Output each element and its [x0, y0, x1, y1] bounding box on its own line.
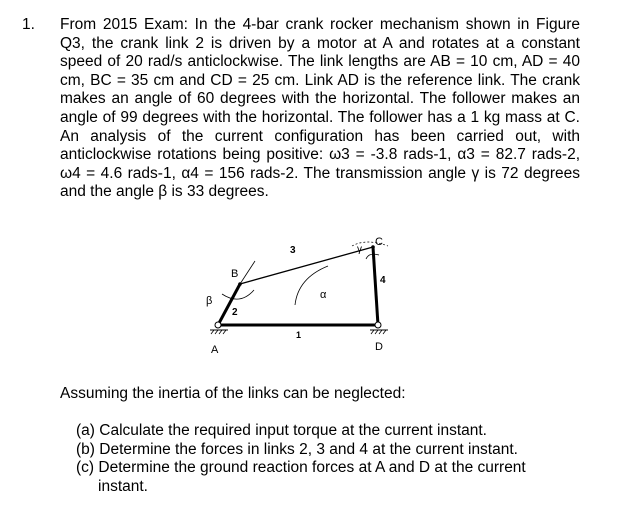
question-text: From 2015 Exam: In the 4-bar crank rocker mechanism shown in Figure Q3, the crank link 2 is driven by a motor at A and rotates at a constant speed of 20 rad/s anticlockwise. The link lengths are AB = 10 cm, AD = 40 cm, BC = 35 cm and CD = 25 cm. Link AD is the reference link. The crank makes an angle of 60 degrees with the horizontal. The follower makes an angle of 99 degrees with the horizontal. The follower has a 1 kg mass at C. An analysis of the current configuration has been carried out, with anticlockwise rotations being positive: ω3 = -3.8 rads-1, α3 = 82.7 rads-2, ω4 = 4.6 rads-1, α4 = 156 rads-2. The transmission angle γ is 72 degrees and the angle β is 33 degrees.	[60, 16, 580, 201]
link-4-follower	[373, 247, 378, 325]
label-b: B	[231, 268, 239, 280]
assumption-text: Assuming the inertia of the links can be neglected:	[60, 385, 406, 402]
label-a: A	[211, 344, 219, 356]
label-alpha: α	[320, 289, 327, 301]
label-beta: β	[206, 295, 213, 307]
label-link-2: 2	[232, 307, 238, 318]
part-c: (c) Determine the ground reaction forces at A and D at the current instant.	[76, 459, 526, 495]
part-a: (a) Calculate the required input torque at the current instant.	[76, 422, 487, 439]
label-gamma: γ	[357, 244, 362, 255]
part-b: (b) Determine the forces in links 2, 3 and 4 at the current instant.	[76, 440, 518, 458]
label-link-1: 1	[296, 330, 302, 340]
question-number: 1.	[22, 16, 35, 33]
label-link-4: 4	[380, 275, 386, 286]
mechanism-figure	[180, 228, 420, 358]
label-c: C	[375, 236, 383, 248]
joint-b	[238, 282, 242, 286]
angle-arc-beta	[222, 290, 254, 299]
label-link-3: 3	[290, 245, 296, 256]
link-2-crank	[218, 284, 240, 325]
label-d: D	[375, 341, 383, 353]
parts-list	[76, 422, 556, 496]
link-3-coupler	[240, 247, 373, 284]
